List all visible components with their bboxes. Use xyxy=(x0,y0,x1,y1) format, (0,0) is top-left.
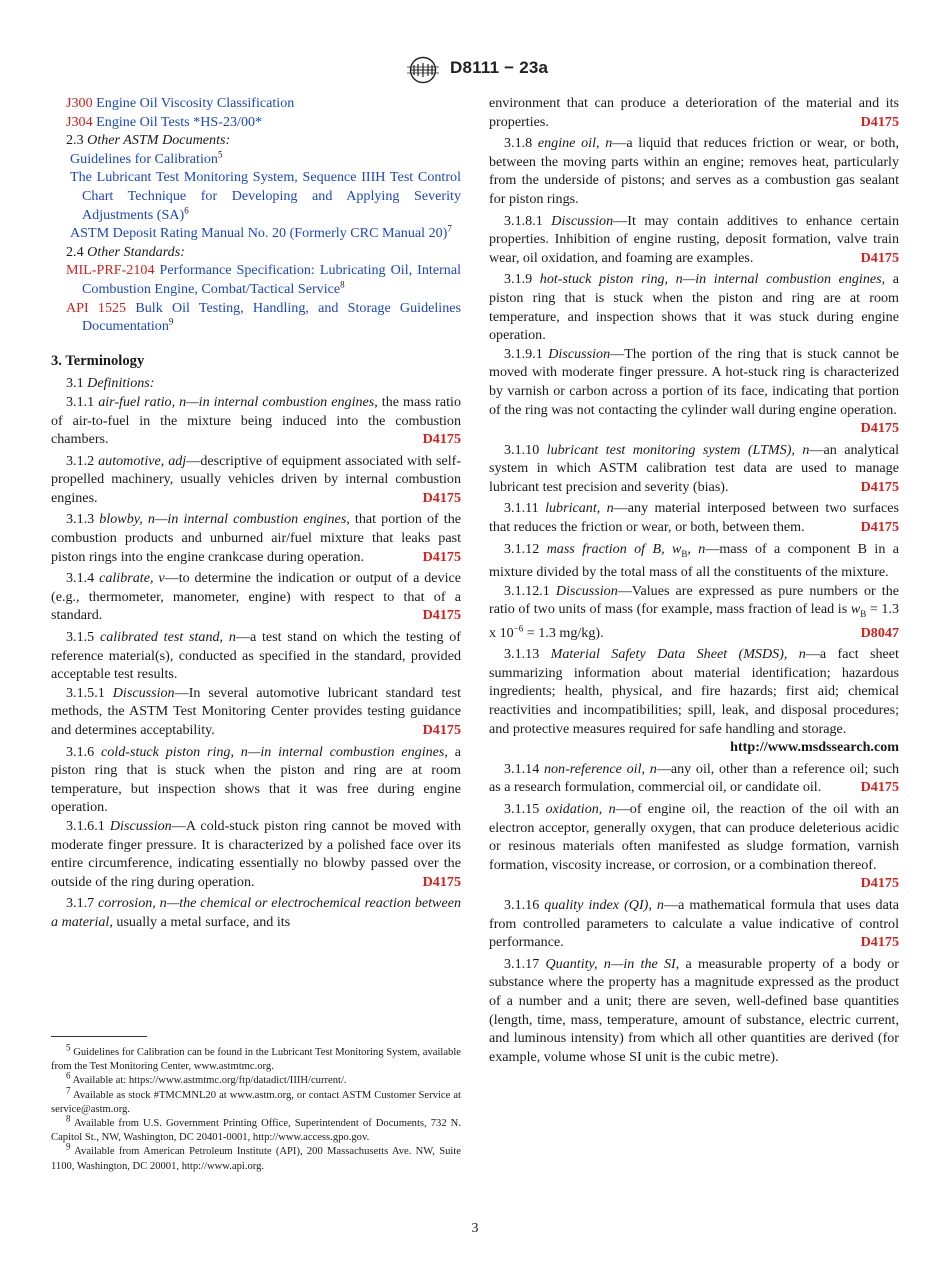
definition-3-1-4: 3.1.4 calibrate, v—to determine the indication or output of a device (e.g., thermometer, manometer, engine) with respect to that of a standard. D4175 xyxy=(51,570,462,624)
standard-code[interactable]: API 1525 xyxy=(66,299,127,316)
footnotes xyxy=(51,1042,461,1174)
standard-title[interactable]: Bulk Oil Testing, Handling, and Storage Guidelines Documentation xyxy=(82,299,461,335)
section-2-4-heading: 2.4 Other Standards: xyxy=(66,243,185,260)
discussion-3-1-9-1: 3.1.9.1 Discussion—The portion of the ring that is stuck cannot be moved with moderate finger pressure. A hot-stuck ring is characterized by varnish or carbon across a portion of its face, indicating that portion of the ring was not contacting the cylinder wall during engine operation. D4175 xyxy=(489,345,899,437)
right-column xyxy=(489,94,899,1066)
definition-3-1-14: 3.1.14 non-reference oil, n—any oil, other than a reference oil; such as a research formulation, commercial oil, or candidate oil. D4175 xyxy=(489,760,899,796)
footnote-9: $^9$ Available from American Petroleum Institute (API), 200 Massachusetts Ave. NW, Suite 1100, Washington, DC 20001, http://www.api.org. xyxy=(51,1141,461,1172)
definition-3-1-10: 3.1.10 lubricant test monitoring system (LTMS), n—an analytical system in which ASTM calibration test data are used to manage lubricant test precision and severity (bias). D4175 xyxy=(489,441,899,495)
page-header xyxy=(0,56,950,84)
discussion-3-1-8-1: 3.1.8.1 Discussion—It may contain additives to enhance certain properties. Inhibition of engine rusting, deposit formation, valve train wear, oil oxidation, and foaming are examples. D4175 xyxy=(489,212,899,266)
reference-link[interactable]: D4175 xyxy=(422,548,461,565)
definition-3-1-6: 3.1.6 cold-stuck piston ring, n—in internal combustion engines, a piston ring that is stuck when the piston and ring are at room temperature, but inspection shows that it was free during engine operation. xyxy=(51,743,461,816)
footnote-divider xyxy=(51,1036,147,1037)
definition-3-1-11: 3.1.11 lubricant, n—any material interposed between two surfaces that reduces the friction or wear, or both, between them. D4175 xyxy=(489,500,899,536)
footnote-8: $^8$ Available from U.S. Government Printing Office, Superintendent of Documents, 732 N. Capitol St., NW, Washington, DC 20401-0001, http://www.access.gpo.gov. xyxy=(51,1113,461,1144)
definition-3-1-13: 3.1.13 Material Safety Data Sheet (MSDS), n—a fact sheet summarizing information about material identification; hazardous ingredients; health, physical, and fire hazards; first aid; chemical reactivities and incompatibilities; spill, leak, and disposal procedures; and protective measures required for safe handling and storage. http://www.msdssearch.com xyxy=(489,646,899,756)
discussion-3-1-6-1: 3.1.6.1 Discussion—A cold-stuck piston ring cannot be moved with moderate finger pressure. It is characterized by a polished face over its entire circumference, indicating essentially no blowby passed over the outside of the ring during operation. D4175 xyxy=(51,817,461,890)
reference-title[interactable]: Engine Oil Viscosity Classification xyxy=(96,95,295,111)
page-number: 3 xyxy=(471,1221,479,1236)
definition-3-1-7: 3.1.7 corrosion, n—the chemical or electrochemical reaction between a material, usually a metal surface, and its xyxy=(51,895,462,930)
reference-link[interactable]: D4175 xyxy=(422,722,461,738)
definition-3-1-15: 3.1.15 oxidation, n—of engine oil, the reaction of the oil with an electron acceptor, generally oxygen, that can produce deleterious acidic or resinous materials often manifested as sludge formation, varnish formation, viscosity increase, or corrosion, or a combination thereof. D4175 xyxy=(489,801,900,892)
definition-3-1-1: 3.1.1 air-fuel ratio, n—in internal combustion engines, the mass ratio of air-to-fuel in the mixture being induced into the combustion chambers. D4175 xyxy=(51,393,462,448)
definition-3-1-5: 3.1.5 calibrated test stand, n—a test stand on which the testing of reference material(s), conducted as specified in the standard, provided acceptable test results. xyxy=(51,629,462,683)
reference-link[interactable]: D4175 xyxy=(422,607,461,624)
reference-link[interactable]: D4175 xyxy=(860,478,899,495)
document-deposit-rating-manual[interactable]: ASTM Deposit Rating Manual No. 20 (Formerly CRC Manual 20)$^7$ xyxy=(70,223,452,242)
msds-url-link[interactable]: http://www.msdssearch.com xyxy=(730,739,899,756)
reference-link[interactable]: D4175 xyxy=(860,875,899,892)
reference-j304 xyxy=(51,113,461,132)
definition-3-1-2: 3.1.2 automotive, adj—descriptive of equipment associated with self-propelled machinery, usually vehicles driven by internal combustion engines. D4175 xyxy=(51,452,462,506)
discussion-3-1-5-1: 3.1.5.1 Discussion—In several automotive lubricant standard test methods, the ASTM Test Monitoring Center provides testing guidance and determines acceptability. D4175 xyxy=(51,684,461,738)
definition-3-1-3: 3.1.3 blowby, n—in internal combustion engines, that portion of the combustion products and unburned air/fuel mixture that leaks past piston rings into the engine crankcase during operation. D4175 xyxy=(51,511,461,565)
definitions-heading: 3.1 Definitions: xyxy=(66,375,155,392)
designation: D8111 − 23a xyxy=(450,58,549,77)
footnote-7: $^7$ Available as stock #TMCMNL20 at www.astm.org, or contact ASTM Customer Service at service@astm.org. xyxy=(51,1085,461,1115)
document-ltms-iiih[interactable]: The Lubricant Test Monitoring System, Sequence IIIH Test Control Chart Technique for Developing and Applying Severity Adjustments (SA)$^6$ xyxy=(70,169,461,223)
definition-3-1-12: 3.1.12 mass fraction of B, $w_B$, n—mass of a component B in a mixture divided by the total mass of all the constituents of the mixture. xyxy=(489,540,899,581)
footnote-6: $^6$ Available at: https://www.astmtmc.org/ftp/datadict/IIIH/current/. xyxy=(66,1070,347,1087)
definition-3-1-8: 3.1.8 engine oil, n—a liquid that reduces friction or wear, or both, between the moving parts within an engine; removes heat, particularly from the underside of pistons; and serves as a combustion gas sealant for piston rings. xyxy=(489,135,899,207)
reference-j300 xyxy=(51,94,461,113)
reference-link[interactable]: D4175 xyxy=(422,873,461,890)
astm-logo-icon xyxy=(404,56,442,84)
left-column xyxy=(51,94,461,932)
standard-title[interactable]: Performance Specification: Lubricating Oil, Internal Combustion Engine, Combat/Tactical Service xyxy=(82,262,461,297)
reference-code[interactable]: J300 xyxy=(66,95,93,111)
standard-mil-prf-2104: MIL-PRF-2104 Performance Specification: Lubricating Oil, Internal Combustion Engine, Combat/Tactical Service$^8$ xyxy=(66,262,461,297)
document-guidelines-calibration[interactable]: Guidelines for Calibration$^5$ xyxy=(70,149,223,167)
definition-3-1-9: 3.1.9 hot-stuck piston ring, n—in internal combustion engines, a piston ring that is stuck when the piston and ring are at room temperature, and inspection shows that it was stuck during engine operation. xyxy=(489,271,900,344)
reference-link[interactable]: D4175 xyxy=(860,779,899,796)
definition-3-1-17: 3.1.17 Quantity, n—in the SI, a measurable property of a body or substance where the property has a magnitude expressed as the product of a number and a unit; there are seven, well-defined base quantities (length, time, mass, temperature, amount of substance, electric current, and luminous intensity) from which all other quantities are derived (for example, volume whose SI unit is the cubic metre). xyxy=(489,955,899,1065)
reference-link[interactable]: D8047 xyxy=(860,624,899,641)
reference-link[interactable]: D4175 xyxy=(860,519,899,536)
reference-title[interactable]: Engine Oil Tests *HS-23/00* xyxy=(96,113,263,130)
reference-link[interactable]: D4175 xyxy=(860,249,899,266)
definition-3-1-7-continued: environment that can produce a deterioration of the material and its properties. D4175 xyxy=(489,95,899,130)
section-2-3-heading: 2.3 Other ASTM Documents: xyxy=(66,132,231,149)
standard-code[interactable]: MIL-PRF-2104 xyxy=(66,262,155,279)
definition-3-1-16: 3.1.16 quality index (QI), n—a mathematical formula that uses data from controlled parameters to calculate a value indicative of control performance. D4175 xyxy=(489,896,900,951)
discussion-3-1-12-1: 3.1.12.1 Discussion—Values are expressed as pure numbers or the ratio of two units of mass (for example, mass fraction of lead is $w_B = 1.3$ x $10^{-6} = 1.3$ mg/kg). D8047 xyxy=(489,582,899,641)
footnote-5: $^5$ Guidelines for Calibration can be found in the Lubricant Test Monitoring System, available from the Test Monitoring Center, www.astmtmc.org. xyxy=(51,1042,461,1073)
reference-link[interactable]: D4175 xyxy=(422,489,461,506)
reference-link[interactable]: D4175 xyxy=(860,113,899,130)
reference-code[interactable]: J304 xyxy=(66,113,93,130)
standard-api-1525: API 1525 Bulk Oil Testing, Handling, and Storage Guidelines Documentation$^9$ xyxy=(66,299,461,335)
reference-link[interactable]: D4175 xyxy=(860,934,899,951)
section-3-heading: 3. Terminology xyxy=(51,352,145,369)
reference-link[interactable]: D4175 xyxy=(422,431,461,448)
reference-link[interactable]: D4175 xyxy=(860,420,899,437)
